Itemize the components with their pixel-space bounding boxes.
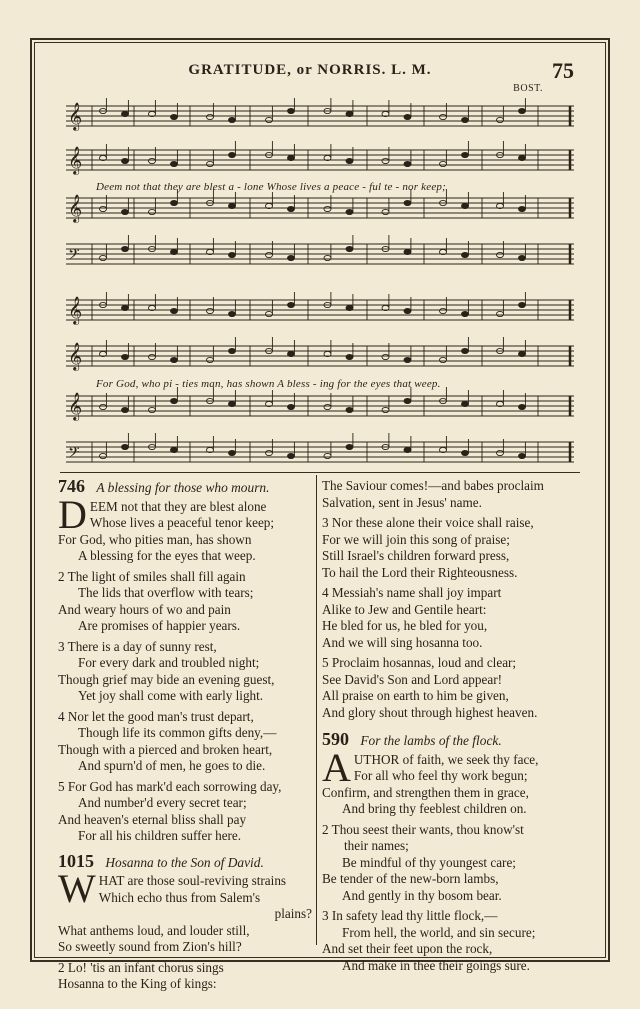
note-head [382,209,389,214]
note-head [149,354,156,359]
verse-line: And gently in thy bosom bear. [342,887,502,903]
note-head [229,401,236,406]
hymn-number: 590 [322,729,349,749]
note-head [324,255,331,260]
verse-line: And set their feet upon the rock, [322,941,493,956]
note-head [171,398,178,403]
verse-line: So sweetly sound from Zion's hill? [58,939,242,954]
note-head [497,252,504,257]
page-number: 75 [552,58,574,83]
note-head [100,404,107,409]
note-head [404,200,411,205]
verse-line: A blessing for the eyes that weep. [78,548,256,563]
music-text-divider [60,472,580,473]
verse-line: Which echo thus from Salem's [98,889,261,905]
verse-line: 5 For God has mark'd each sorrowing day, [58,778,282,794]
verse-line: 4 Nor let the good man's trust depart, [58,708,254,724]
note-head [122,209,129,214]
verse-line: Confirm, and strengthen them in grace, [322,784,529,800]
verse-line: their names; [344,838,409,853]
hymn-title: For the lambs of the flock. [360,733,502,748]
hymn-title: Hosanna to the Son of David. [105,854,264,870]
note-head [149,158,156,163]
note-head [462,311,469,316]
verse-line: Be mindful of thy youngest care; [342,854,516,870]
note-head [519,108,526,113]
verse-line: And bring thy feeblest children on. [342,801,527,816]
tune-title: GRATITUDE, or NORRIS. L. M. [188,62,432,78]
drop-cap: D [58,491,87,537]
note-head [346,444,353,449]
note-head [266,311,273,316]
hymn-590-heading [322,731,578,750]
note-head [122,407,129,412]
note-head [382,158,389,163]
note-head [404,114,411,119]
verse-line: And weary hours of wo and pain [58,601,231,617]
note-head [462,252,469,257]
note-head [229,152,236,157]
note-head [122,158,129,163]
note-head [324,206,331,211]
note-head [346,246,353,251]
note-head [288,453,295,458]
note-head [288,108,295,113]
verse-line: 4 Messiah's name shall joy impart [322,585,502,600]
verse-line: HAT are those soul-reviving strains [98,873,287,888]
verse-line: The Saviour comes!—and babes proclaim [322,478,544,493]
verse-line: 2 The light of smiles shall fill again [58,568,246,584]
note-head [122,444,129,449]
left-column [58,478,312,993]
bass-clef-icon: 𝄢 [68,246,80,267]
note-head [266,117,273,122]
note-head [382,407,389,412]
verse-line: For every dark and troubled night; [78,655,260,670]
verse-line: He bled for us, he bled for you, [322,618,488,633]
lyric-line-1: Deem not that they are blest a - lone Whose lives a peace - ful te - nor keep; [96,181,446,193]
verse-line: To hail the Lord their Righteousness. [322,564,518,580]
verse-line: And we will sing hosanna too. [322,634,483,650]
lyric-line-2: For God, who pi - ties man, has shown A bless - ing for the eyes that weep. [96,378,441,390]
note-head [207,161,214,166]
note-head [462,152,469,157]
verse-line: Be tender of the new-born lambs, [322,871,499,886]
note-head [288,206,295,211]
hymn-number: 746 [58,476,85,496]
verse-line: And number'd every secret tear; [78,795,247,810]
note-head [346,407,353,412]
note-head [288,351,295,356]
note-head [122,246,129,251]
note-head [266,252,273,257]
note-head [404,161,411,166]
note-head [519,453,526,458]
note-head [207,308,214,313]
note-head [404,308,411,313]
note-head [462,401,469,406]
verse-line: Salvation, sent in Jesus' name. [322,494,482,510]
note-head [382,354,389,359]
note-head [122,354,129,359]
treble-clef-icon: 𝄞 [68,296,83,324]
drop-cap: A [322,744,351,790]
treble-clef-icon: 𝄞 [68,342,83,370]
treble-clef-icon: 𝄞 [68,194,83,222]
verse-line: 3 Nor these alone their voice shall raise, [322,515,534,530]
verse-line: For all his children suffer here. [78,828,242,843]
note-head [100,255,107,260]
right-column [322,478,578,974]
note-head [404,357,411,362]
note-head [288,302,295,307]
verse-line: Though with a pierced and broken heart, [58,741,273,757]
treble-clef-icon: 𝄞 [68,392,83,420]
note-head [324,453,331,458]
verse-line: Hosanna to the King of kings: [58,976,217,991]
note-head [346,111,353,116]
note-head [519,351,526,356]
note-head [207,114,214,119]
note-head [171,249,178,254]
note-head [171,308,178,313]
hymn-590-text [322,744,578,975]
hymn-746-heading [58,478,312,497]
bass-clef-icon: 𝄢 [68,444,80,465]
column-divider [316,475,317,945]
verse-line: From hell, the world, and sin secure; [342,924,536,940]
note-head [519,155,526,160]
note-head [149,209,156,214]
drop-cap: W [58,866,96,911]
note-head [497,311,504,316]
hymn-number: 1015 [58,850,94,871]
treble-clef-icon: 𝄞 [68,146,83,174]
verse-line: 3 In safety lead thy little flock,— [322,908,498,923]
verse-line: EEM not that they are blest alone [89,498,267,514]
verse-line: And glory shout through highest heaven. [322,704,538,720]
note-head [149,407,156,412]
verse-line: UTHOR of faith, we seek thy face, [353,751,539,767]
note-head [288,255,295,260]
verse-line: And heaven's eternal bliss shall pay [58,811,247,827]
verse-line: Though grief may bide an evening guest, [58,671,275,687]
note-head [519,206,526,211]
note-head [440,161,447,166]
note-head [171,357,178,362]
verse-line: For God, who pities man, has shown [58,531,252,547]
note-head [404,447,411,452]
hymn-1015-continued [322,478,578,721]
note-head [229,348,236,353]
note-head [462,348,469,353]
note-head [440,357,447,362]
verse-line: What anthems loud, and louder still, [58,922,250,938]
verse-line: Still Israel's children forward press, [322,548,510,563]
verse-line: Alike to Jew and Gentile heart: [322,601,487,617]
note-head [404,249,411,254]
note-head [171,161,178,166]
note-head [288,404,295,409]
hymn-1015-text [58,866,312,993]
note-head [346,305,353,310]
note-head [171,447,178,452]
note-head [288,155,295,160]
note-head [497,450,504,455]
note-head [171,114,178,119]
note-head [519,404,526,409]
note-head [346,158,353,163]
note-head [324,404,331,409]
verse-line: 2 Lo! 'tis an infant chorus sings [58,959,224,975]
hymn-title: A blessing for those who mourn. [96,480,270,495]
verse-line: And make in thee their goings sure. [342,957,530,973]
verse-line: Though life its common gifts deny,— [78,725,277,740]
note-head [229,311,236,316]
note-head [519,255,526,260]
verse-line: All praise on earth to him be given, [322,688,509,703]
note-head [122,111,129,116]
note-head [462,203,469,208]
note-head [229,117,236,122]
note-head [229,252,236,257]
treble-clef-icon: 𝄞 [68,102,83,130]
note-head [440,114,447,119]
hymn-1015-heading [58,850,312,872]
verse-line: See David's Son and Lord appear! [322,671,502,687]
note-head [207,357,214,362]
note-head [404,398,411,403]
note-head [346,354,353,359]
verse-line: For we will join this song of praise; [322,531,510,547]
verse-line: plains? [274,906,312,921]
verse-line: The lids that overflow with tears; [78,585,254,600]
verse-line: 3 There is a day of sunny rest, [58,638,217,654]
note-head [346,209,353,214]
note-head [440,308,447,313]
verse-line: 5 Proclaim hosannas, loud and clear; [322,655,517,670]
verse-line: Are promises of happier years. [78,618,241,633]
note-head [462,117,469,122]
note-head [229,450,236,455]
verse-line: And spurn'd of men, he goes to die. [78,758,266,773]
verse-line: For all who feel thy work begun; [353,768,528,783]
note-head [229,203,236,208]
note-head [171,200,178,205]
verse-line: Whose lives a peaceful tenor keep; [89,515,275,530]
note-head [122,305,129,310]
verse-line: Yet joy shall come with early light. [78,688,264,703]
note-head [100,206,107,211]
hymn-746-text [58,491,312,845]
note-head [519,302,526,307]
note-head [462,450,469,455]
verse-line: 2 Thou seest their wants, thou know'st [322,821,524,837]
composer-name: BOST. [513,83,543,94]
note-head [100,453,107,458]
note-head [266,450,273,455]
note-head [497,117,504,122]
